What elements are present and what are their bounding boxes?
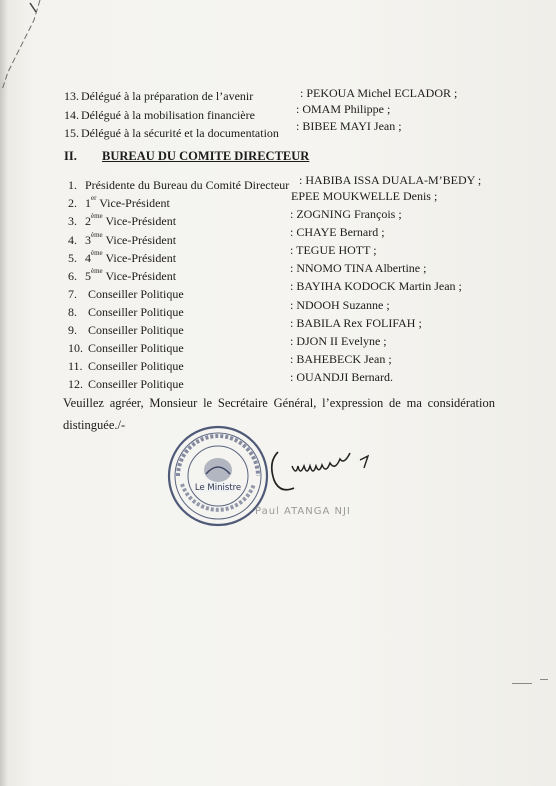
ordinal-suffix: ème (91, 212, 103, 220)
row-label: Présidente du Bureau du Comité Directeur (85, 178, 290, 192)
row-value: : ZOGNING François ; (290, 207, 402, 221)
ordinal-suffix: ème (91, 267, 103, 275)
row-value: : OMAM Philippe ; (296, 102, 391, 116)
row-number: 5. (68, 251, 77, 265)
row-label: Conseiller Politique (88, 377, 184, 391)
scan-speck (512, 683, 532, 684)
ordinal: 3 (85, 233, 91, 247)
ordinal: 1 (85, 196, 91, 210)
page-edge-shadow (0, 0, 8, 786)
row-value: : BIBEE MAYI Jean ; (296, 119, 402, 133)
row-value: : HABIBA ISSA DUALA-M’BEDY ; (299, 173, 482, 187)
ordinal: 4 (85, 251, 91, 265)
closing-formula: Veuillez agréer, Monsieur le Secrétaire Général, l’expression de ma considération distinguée./- (63, 396, 495, 432)
row-number: 13. (64, 89, 79, 103)
row-number: 8. (68, 305, 77, 319)
row-value: : PEKOUA Michel ECLADOR ; (300, 86, 458, 100)
role-text: Vice-Président (96, 196, 170, 210)
row-number: 9. (68, 323, 77, 337)
row-number: 4. (68, 233, 77, 247)
row-label: Conseiller Politique (88, 323, 184, 337)
row-number: 1. (68, 178, 77, 192)
row-value: : BABILA Rex FOLIFAH ; (290, 316, 422, 330)
row-value: : DJON II Evelyne ; (290, 334, 387, 348)
row-value: : BAYIHA KODOCK Martin Jean ; (290, 279, 462, 293)
row-number: 14. (64, 108, 79, 122)
faded-signatory-name: Paul ATANGA NJI (255, 506, 351, 517)
role-text: Vice-Président (102, 214, 177, 228)
row-number: 12. (68, 377, 83, 391)
ordinal: 5 (85, 269, 91, 283)
ordinal-suffix: ème (91, 231, 103, 239)
row-number: 6. (68, 269, 77, 283)
row-number: 2. (68, 196, 77, 210)
handwritten-signature (264, 440, 404, 500)
row-label: Délégué à la préparation de l’avenir (81, 89, 254, 103)
row-value: : TEGUE HOTT ; (290, 243, 377, 257)
role-text: Vice-Président (102, 251, 177, 265)
row-label (85, 251, 176, 266)
role-text: Vice-Président (102, 269, 177, 283)
section-number: II. (64, 149, 77, 163)
row-value: : NDOOH Suzanne ; (290, 298, 390, 312)
row-value: EPEE MOUKWELLE Denis ; (291, 189, 438, 203)
row-number: 7. (68, 287, 77, 301)
row-label: Conseiller Politique (88, 287, 184, 301)
row-number: 3. (68, 214, 77, 228)
row-label: Délégué à la mobilisation financière (81, 108, 255, 122)
row-value: : OUANDJI Bernard. (290, 370, 393, 384)
row-number: 10. (68, 341, 83, 355)
row-label (85, 214, 176, 229)
ordinal-suffix: er (91, 194, 97, 202)
row-label (85, 233, 176, 248)
row-value: : CHAYE Bernard ; (290, 225, 385, 239)
row-number: 15. (64, 126, 79, 140)
row-label (85, 196, 170, 211)
corner-fold-mark (0, 0, 60, 95)
row-label: Conseiller Politique (88, 359, 184, 373)
row-label: Délégué à la sécurité et la documentation (81, 126, 279, 140)
ordinal-suffix: ème (91, 249, 103, 257)
row-label (85, 269, 176, 284)
row-value: : BAHEBECK Jean ; (290, 352, 392, 366)
stamp-center-text: Le Ministre (194, 483, 242, 493)
ordinal: 2 (85, 214, 91, 228)
row-label: Conseiller Politique (88, 305, 184, 319)
role-text: Vice-Président (102, 233, 177, 247)
row-value: : NNOMO TINA Albertine ; (290, 261, 427, 275)
section-heading (64, 149, 309, 164)
row-label: Conseiller Politique (88, 341, 184, 355)
scan-speck (540, 679, 548, 680)
section-title: BUREAU DU COMITE DIRECTEUR (101, 149, 310, 163)
row-number: 11. (68, 359, 83, 373)
